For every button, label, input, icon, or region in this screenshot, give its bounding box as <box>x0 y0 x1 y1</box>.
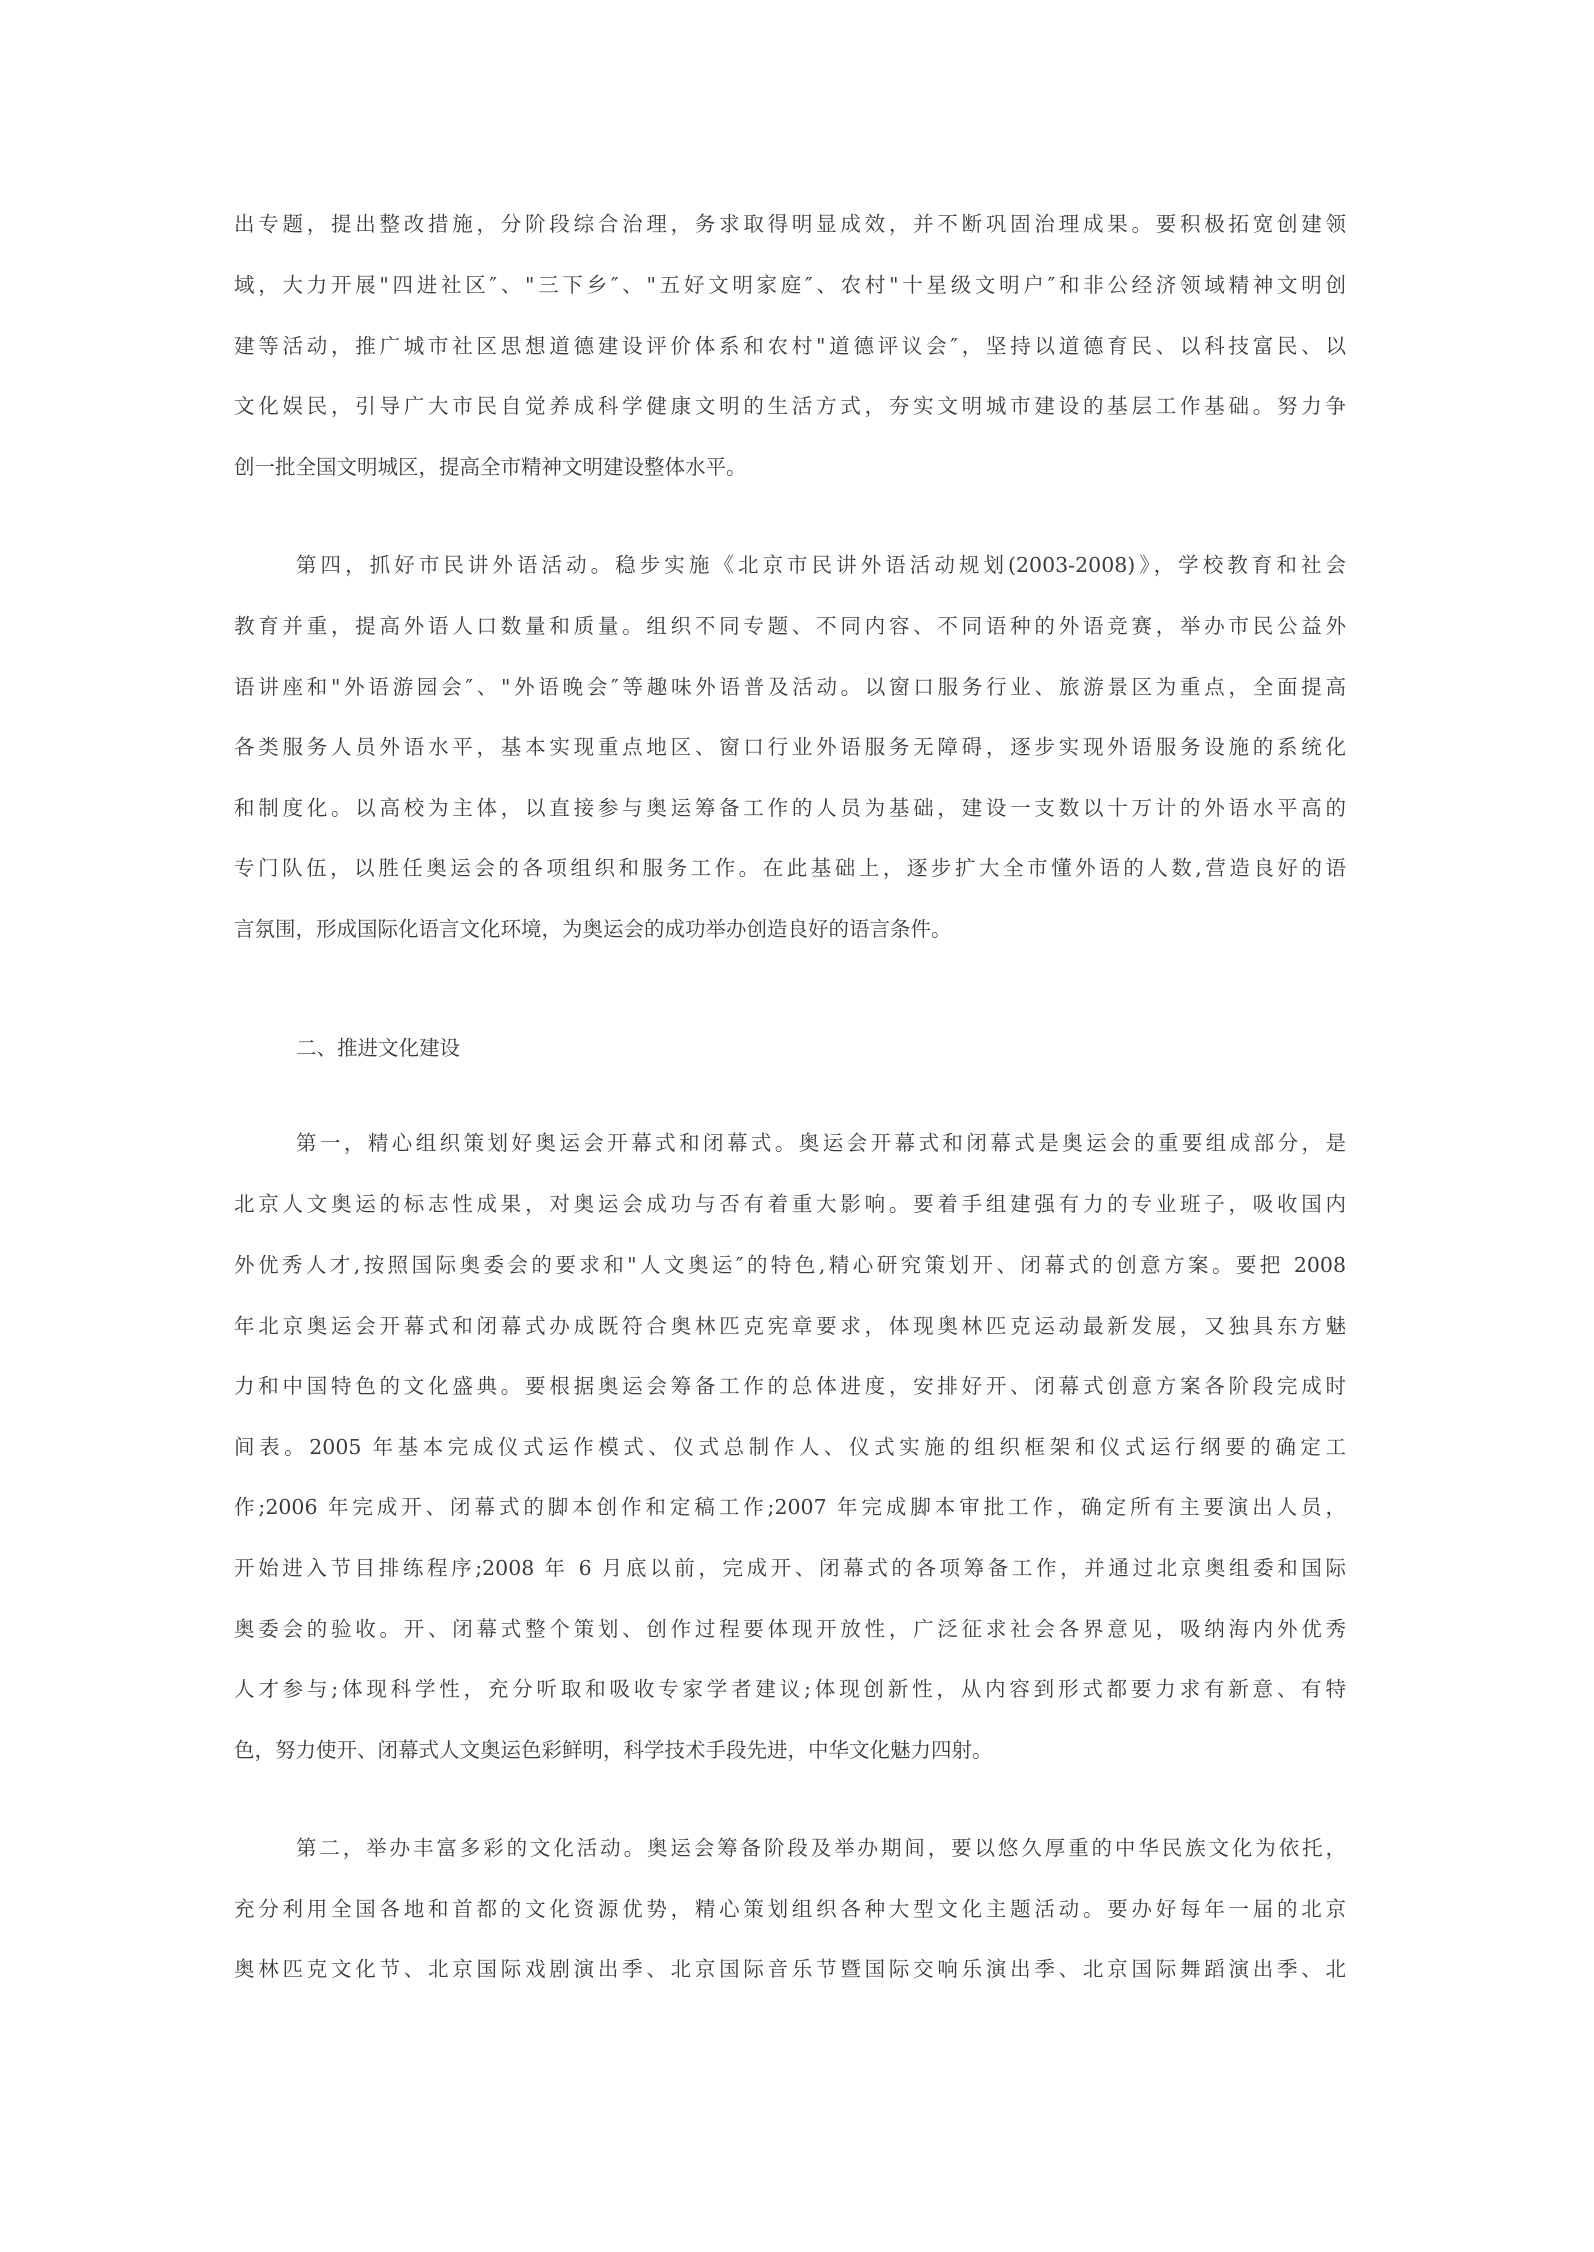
text-line: 奥林匹克文化节、北京国际戏剧演出季、北京国际音乐节暨国际交响乐演出季、北京国际舞蹈演出季、北 <box>234 1957 1346 1981</box>
text-line: 出专题，提出整改措施，分阶段综合治理，务求取得明显成效，并不断巩固治理成果。要积极拓宽创建领 <box>234 212 1346 236</box>
text-line: 第四，抓好市民讲外语活动。稳步实施《北京市民讲外语活动规划(2003-2008)》，学校教育和社会 <box>296 553 1346 577</box>
text-line: 文化娱民，引导广大市民自觉养成科学健康文明的生活方式，夯实文明城市建设的基层工作基础。努力争 <box>234 394 1346 418</box>
text-line: 人才参与;体现科学性，充分听取和吸收专家学者建议;体现创新性，从内容到形式都要力求有新意、有特 <box>234 1677 1346 1701</box>
text-line: 各类服务人员外语水平，基本实现重点地区、窗口行业外语服务无障碍，逐步实现外语服务设施的系统化 <box>234 735 1346 759</box>
text-line: 域，大力开展"四进社区″、"三下乡″、"五好文明家庭″、农村"十星级文明户″和非公经济领域精神文明创 <box>234 273 1346 297</box>
text-line: 开始进入节目排练程序;2008 年 6 月底以前，完成开、闭幕式的各项筹备工作，并通过北京奥组委和国际 <box>234 1556 1346 1580</box>
text-line: 第一，精心组织策划好奥运会开幕式和闭幕式。奥运会开幕式和闭幕式是奥运会的重要组成部分，是 <box>296 1131 1346 1155</box>
text-line: 作;2006 年完成开、闭幕式的脚本创作和定稿工作;2007 年完成脚本审批工作，确定所有主要演出人员， <box>234 1495 1346 1519</box>
text-line: 和制度化。以高校为主体，以直接参与奥运筹备工作的人员为基础，建设一支数以十万计的外语水平高的 <box>234 796 1346 820</box>
text-line: 教育并重，提高外语人口数量和质量。组织不同专题、不同内容、不同语种的外语竞赛，举办市民公益外 <box>234 614 1346 638</box>
text-line: 力和中国特色的文化盛典。要根据奥运会筹备工作的总体进度，安排好开、闭幕式创意方案各阶段完成时 <box>234 1374 1346 1398</box>
text-line: 色，努力使开、闭幕式人文奥运色彩鲜明，科学技术手段先进，中华文化魅力四射。 <box>234 1738 993 1762</box>
text-line: 外优秀人才,按照国际奥委会的要求和"人文奥运″的特色,精心研究策划开、闭幕式的创意方案。要把 2008 <box>234 1253 1346 1277</box>
text-line: 北京人文奥运的标志性成果，对奥运会成功与否有着重大影响。要着手组建强有力的专业班子，吸收国内 <box>234 1192 1346 1216</box>
text-line: 言氛围，形成国际化语言文化环境，为奥运会的成功举办创造良好的语言条件。 <box>234 917 952 941</box>
text-line: 充分利用全国各地和首都的文化资源优势，精心策划组织各种大型文化主题活动。要办好每年一届的北京 <box>234 1897 1346 1921</box>
text-line: 建等活动，推广城市社区思想道德建设评价体系和农村"道德评议会″，坚持以道德育民、以科技富民、以 <box>234 334 1346 358</box>
text-line: 年北京奥运会开幕式和闭幕式办成既符合奥林匹克宪章要求，体现奥林匹克运动最新发展，又独具东方魅 <box>234 1314 1346 1338</box>
text-line: 第二，举办丰富多彩的文化活动。奥运会筹备阶段及举办期间，要以悠久厚重的中华民族文化为依托， <box>296 1836 1346 1860</box>
text-line: 创一批全国文明城区，提高全市精神文明建设整体水平。 <box>234 455 747 479</box>
text-line: 奥委会的验收。开、闭幕式整个策划、创作过程要体现开放性，广泛征求社会各界意见，吸纳海内外优秀 <box>234 1617 1346 1641</box>
text-line: 间表。2005 年基本完成仪式运作模式、仪式总制作人、仪式实施的组织框架和仪式运行纲要的确定工 <box>234 1435 1346 1459</box>
text-line: 专门队伍，以胜任奥运会的各项组织和服务工作。在此基础上，逐步扩大全市懂外语的人数,营造良好的语 <box>234 856 1346 880</box>
text-line: 语讲座和"外语游园会″、"外语晚会″等趣味外语普及活动。以窗口服务行业、旅游景区为重点，全面提高 <box>234 675 1346 699</box>
section-heading: 二、推进文化建设 <box>296 1036 460 1060</box>
